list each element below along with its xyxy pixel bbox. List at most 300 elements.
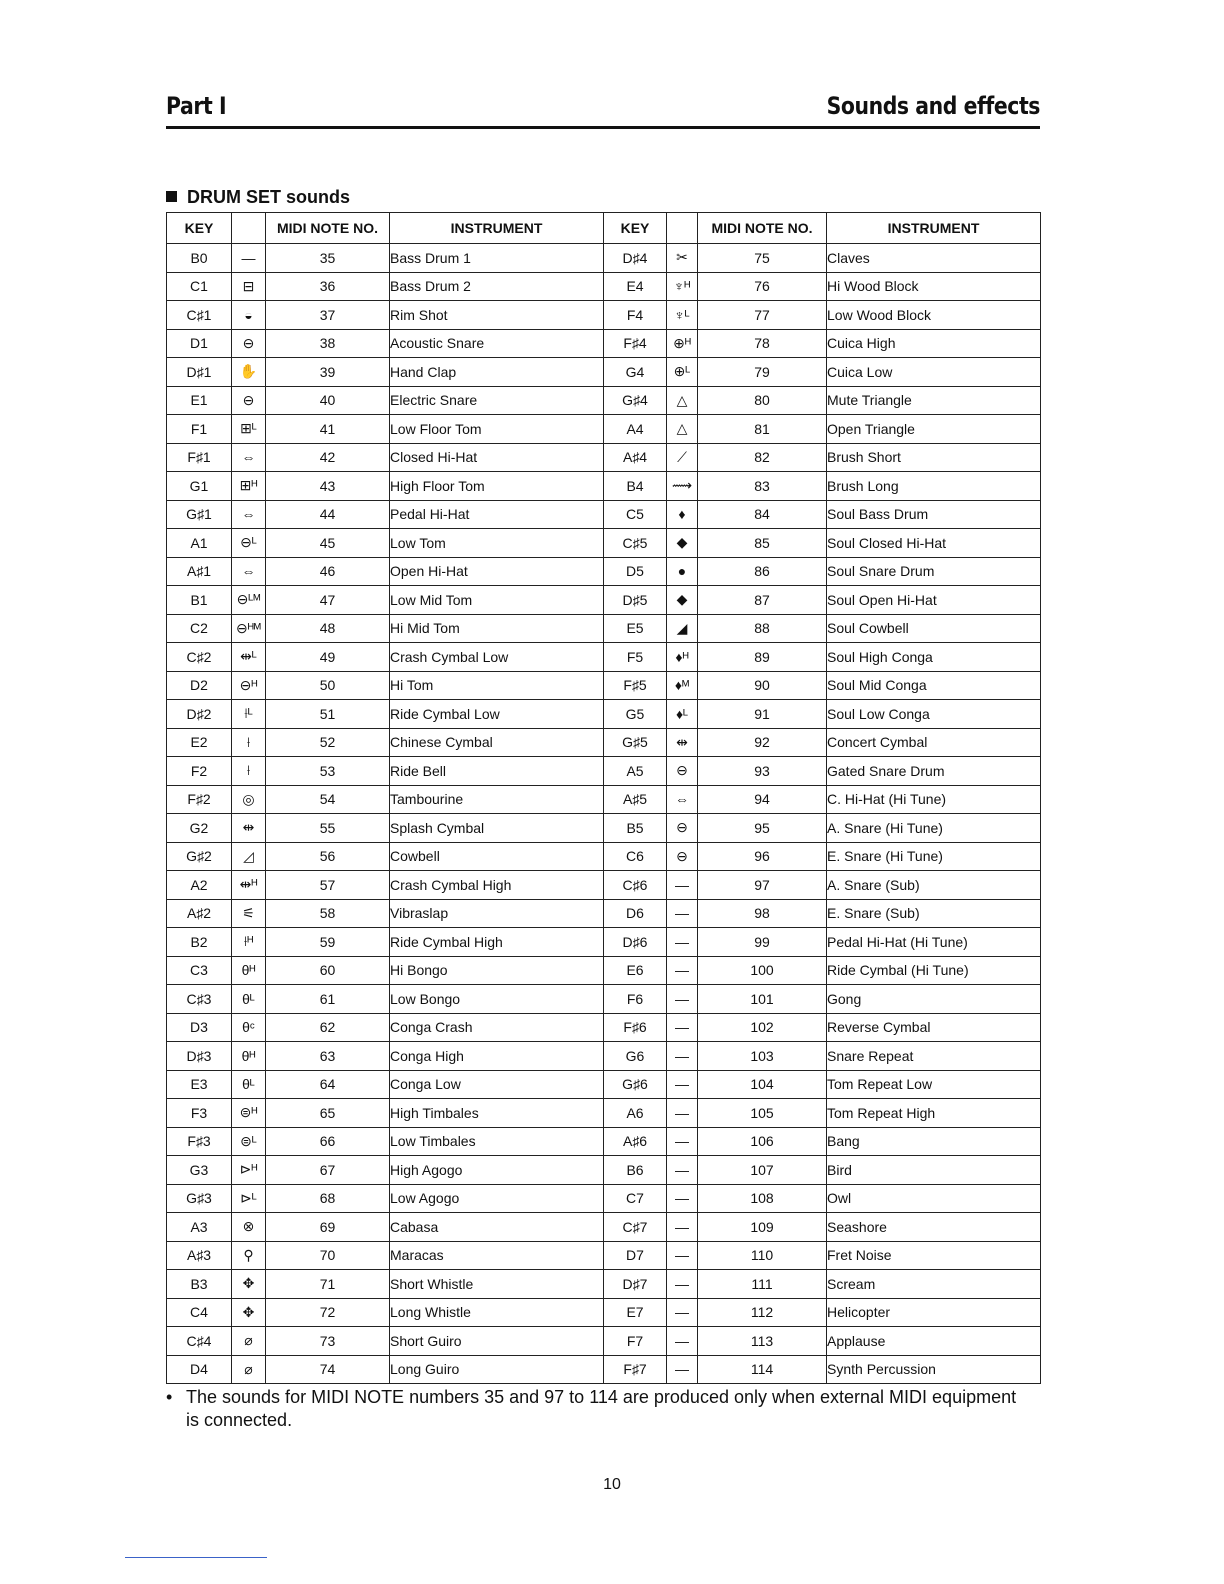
table-row bbox=[167, 1013, 1041, 1042]
midi-note-cell: 65 bbox=[266, 1099, 390, 1128]
table-row bbox=[167, 557, 1041, 586]
instrument-cell: Low Timbales bbox=[390, 1127, 604, 1156]
table-row bbox=[167, 1298, 1041, 1327]
table-row bbox=[167, 586, 1041, 615]
key-cell: F6 bbox=[604, 985, 667, 1014]
instrument-cell: Ride Cymbal Low bbox=[390, 700, 604, 729]
instrument-cell: Hi Mid Tom bbox=[390, 614, 604, 643]
instrument-cell: Brush Short bbox=[827, 443, 1041, 472]
key-cell: C1 bbox=[167, 272, 232, 301]
midi-note-cell: 101 bbox=[698, 985, 827, 1014]
midi-note-cell: 50 bbox=[266, 671, 390, 700]
instrument-cell: Snare Repeat bbox=[827, 1042, 1041, 1071]
midi-note-cell: 41 bbox=[266, 415, 390, 444]
instrument-cell: Bass Drum 2 bbox=[390, 272, 604, 301]
midi-note-cell: 72 bbox=[266, 1298, 390, 1327]
key-cell: E6 bbox=[604, 956, 667, 985]
key-cell: F♯3 bbox=[167, 1127, 232, 1156]
key-cell: F♯2 bbox=[167, 785, 232, 814]
key-cell: F4 bbox=[604, 301, 667, 330]
symbol-icon: ⊜ᴸ bbox=[232, 1127, 266, 1156]
symbol-icon: — bbox=[667, 899, 698, 928]
instrument-cell: Vibraslap bbox=[390, 899, 604, 928]
instrument-cell: Low Agogo bbox=[390, 1184, 604, 1213]
instrument-cell: Maracas bbox=[390, 1241, 604, 1270]
col-header-midi: MIDI NOTE NO. bbox=[266, 213, 390, 244]
symbol-icon: — bbox=[667, 1013, 698, 1042]
symbol-icon: ⇹ᴴ bbox=[232, 871, 266, 900]
instrument-cell: Long Guiro bbox=[390, 1355, 604, 1384]
link-underline bbox=[125, 1557, 267, 1558]
midi-note-cell: 39 bbox=[266, 358, 390, 387]
symbol-icon: ◎ bbox=[232, 785, 266, 814]
symbol-icon: ⇔ bbox=[667, 785, 698, 814]
midi-note-cell: 43 bbox=[266, 472, 390, 501]
instrument-cell: Low Bongo bbox=[390, 985, 604, 1014]
instrument-cell: Ride Cymbal High bbox=[390, 928, 604, 957]
instrument-cell: Conga High bbox=[390, 1042, 604, 1071]
instrument-cell: Soul Mid Conga bbox=[827, 671, 1041, 700]
midi-note-cell: 78 bbox=[698, 329, 827, 358]
key-cell: F♯6 bbox=[604, 1013, 667, 1042]
symbol-icon: ⚲ bbox=[232, 1241, 266, 1270]
key-cell: C2 bbox=[167, 614, 232, 643]
symbol-icon: ⊟ bbox=[232, 272, 266, 301]
midi-note-cell: 92 bbox=[698, 728, 827, 757]
key-cell: D♯3 bbox=[167, 1042, 232, 1071]
midi-note-cell: 46 bbox=[266, 557, 390, 586]
symbol-icon: ⊖ᴸᴹ bbox=[232, 586, 266, 615]
midi-note-cell: 57 bbox=[266, 871, 390, 900]
midi-note-cell: 67 bbox=[266, 1156, 390, 1185]
key-cell: C7 bbox=[604, 1184, 667, 1213]
instrument-cell: Soul Cowbell bbox=[827, 614, 1041, 643]
key-cell: D2 bbox=[167, 671, 232, 700]
symbol-icon: ♦ᴸ bbox=[667, 700, 698, 729]
midi-note-cell: 79 bbox=[698, 358, 827, 387]
header-section: Sounds and effects bbox=[826, 92, 1040, 120]
symbol-icon: — bbox=[667, 928, 698, 957]
table-row bbox=[167, 614, 1041, 643]
key-cell: G♯3 bbox=[167, 1184, 232, 1213]
instrument-cell: Open Hi-Hat bbox=[390, 557, 604, 586]
key-cell: F♯5 bbox=[604, 671, 667, 700]
table-row bbox=[167, 1270, 1041, 1299]
symbol-icon: ♦ᴴ bbox=[667, 643, 698, 672]
instrument-cell: E. Snare (Sub) bbox=[827, 899, 1041, 928]
midi-note-cell: 85 bbox=[698, 529, 827, 558]
midi-note-cell: 38 bbox=[266, 329, 390, 358]
midi-note-cell: 80 bbox=[698, 386, 827, 415]
key-cell: B2 bbox=[167, 928, 232, 957]
symbol-icon: ⊖ᴴ bbox=[232, 671, 266, 700]
header-part: Part I bbox=[166, 92, 227, 120]
instrument-cell: Crash Cymbal Low bbox=[390, 643, 604, 672]
table-row bbox=[167, 871, 1041, 900]
table-row bbox=[167, 899, 1041, 928]
table-row bbox=[167, 1042, 1041, 1071]
key-cell: G4 bbox=[604, 358, 667, 387]
col-header-icon bbox=[232, 213, 266, 244]
symbol-icon: ♦ bbox=[667, 500, 698, 529]
instrument-cell: Gated Snare Drum bbox=[827, 757, 1041, 786]
table-row bbox=[167, 272, 1041, 301]
midi-note-cell: 91 bbox=[698, 700, 827, 729]
instrument-cell: Cabasa bbox=[390, 1213, 604, 1242]
instrument-cell: Bird bbox=[827, 1156, 1041, 1185]
instrument-cell: Splash Cymbal bbox=[390, 814, 604, 843]
key-cell: F7 bbox=[604, 1327, 667, 1356]
instrument-cell: Gong bbox=[827, 985, 1041, 1014]
table-row bbox=[167, 1327, 1041, 1356]
instrument-cell: Chinese Cymbal bbox=[390, 728, 604, 757]
symbol-icon: ⊖ bbox=[667, 757, 698, 786]
symbol-icon: ⊖ᴴᴹ bbox=[232, 614, 266, 643]
symbol-icon: ✋ bbox=[232, 358, 266, 387]
symbol-icon: ⟊ᴸ bbox=[232, 700, 266, 729]
midi-note-cell: 54 bbox=[266, 785, 390, 814]
key-cell: G5 bbox=[604, 700, 667, 729]
key-cell: D♯4 bbox=[604, 244, 667, 273]
key-cell: C♯4 bbox=[167, 1327, 232, 1356]
col-header-key: KEY bbox=[604, 213, 667, 244]
table-row bbox=[167, 1241, 1041, 1270]
instrument-cell: Bang bbox=[827, 1127, 1041, 1156]
key-cell: D3 bbox=[167, 1013, 232, 1042]
key-cell: C3 bbox=[167, 956, 232, 985]
symbol-icon: — bbox=[667, 1099, 698, 1128]
key-cell: G♯6 bbox=[604, 1070, 667, 1099]
midi-note-cell: 83 bbox=[698, 472, 827, 501]
table-row bbox=[167, 472, 1041, 501]
midi-note-cell: 64 bbox=[266, 1070, 390, 1099]
instrument-cell: Soul Snare Drum bbox=[827, 557, 1041, 586]
symbol-icon: θᴸ bbox=[232, 1070, 266, 1099]
instrument-cell: Open Triangle bbox=[827, 415, 1041, 444]
midi-note-cell: 45 bbox=[266, 529, 390, 558]
midi-note-cell: 107 bbox=[698, 1156, 827, 1185]
midi-note-cell: 75 bbox=[698, 244, 827, 273]
symbol-icon: — bbox=[667, 1213, 698, 1242]
midi-note-cell: 95 bbox=[698, 814, 827, 843]
key-cell: A♯5 bbox=[604, 785, 667, 814]
midi-note-cell: 114 bbox=[698, 1355, 827, 1384]
table-row bbox=[167, 329, 1041, 358]
key-cell: F3 bbox=[167, 1099, 232, 1128]
symbol-icon: θᴸ bbox=[232, 985, 266, 1014]
symbol-icon: ⊞ᴴ bbox=[232, 472, 266, 501]
midi-note-cell: 77 bbox=[698, 301, 827, 330]
symbol-icon: ✥ bbox=[232, 1270, 266, 1299]
key-cell: A♯1 bbox=[167, 557, 232, 586]
key-cell: B1 bbox=[167, 586, 232, 615]
instrument-cell: Soul Closed Hi-Hat bbox=[827, 529, 1041, 558]
key-cell: G♯5 bbox=[604, 728, 667, 757]
midi-note-cell: 82 bbox=[698, 443, 827, 472]
symbol-icon: — bbox=[667, 1241, 698, 1270]
symbol-icon: ◢ bbox=[667, 614, 698, 643]
header-rule bbox=[166, 126, 1040, 129]
instrument-cell: Soul Low Conga bbox=[827, 700, 1041, 729]
midi-note-cell: 73 bbox=[266, 1327, 390, 1356]
instrument-cell: High Timbales bbox=[390, 1099, 604, 1128]
midi-note-cell: 52 bbox=[266, 728, 390, 757]
symbol-icon: ⊖ᴸ bbox=[232, 529, 266, 558]
table-row bbox=[167, 443, 1041, 472]
instrument-cell: High Agogo bbox=[390, 1156, 604, 1185]
symbol-icon: ⌀ bbox=[232, 1327, 266, 1356]
key-cell: B0 bbox=[167, 244, 232, 273]
symbol-icon: ⊜ᴴ bbox=[232, 1099, 266, 1128]
symbol-icon: — bbox=[667, 1070, 698, 1099]
symbol-icon: ⟿ bbox=[667, 472, 698, 501]
symbol-icon: θᴴ bbox=[232, 956, 266, 985]
instrument-cell: Acoustic Snare bbox=[390, 329, 604, 358]
instrument-cell: Short Guiro bbox=[390, 1327, 604, 1356]
symbol-icon: ⟊ᴴ bbox=[232, 928, 266, 957]
midi-note-cell: 61 bbox=[266, 985, 390, 1014]
instrument-cell: Low Mid Tom bbox=[390, 586, 604, 615]
symbol-icon: ◒ bbox=[232, 301, 266, 330]
col-header-icon bbox=[667, 213, 698, 244]
symbol-icon: △ bbox=[667, 415, 698, 444]
midi-note-cell: 100 bbox=[698, 956, 827, 985]
instrument-cell: Tom Repeat Low bbox=[827, 1070, 1041, 1099]
symbol-icon: ⊕ᴴ bbox=[667, 329, 698, 358]
instrument-cell: Electric Snare bbox=[390, 386, 604, 415]
midi-note-cell: 53 bbox=[266, 757, 390, 786]
key-cell: G♯4 bbox=[604, 386, 667, 415]
key-cell: A♯2 bbox=[167, 899, 232, 928]
midi-note-cell: 44 bbox=[266, 500, 390, 529]
col-header-instrument: INSTRUMENT bbox=[827, 213, 1041, 244]
key-cell: D♯6 bbox=[604, 928, 667, 957]
symbol-icon: ✂ bbox=[667, 244, 698, 273]
midi-note-cell: 56 bbox=[266, 842, 390, 871]
symbol-icon: — bbox=[667, 1156, 698, 1185]
table-row bbox=[167, 301, 1041, 330]
key-cell: C♯7 bbox=[604, 1213, 667, 1242]
key-cell: G2 bbox=[167, 814, 232, 843]
midi-note-cell: 70 bbox=[266, 1241, 390, 1270]
symbol-icon: — bbox=[667, 1270, 698, 1299]
instrument-cell: Low Tom bbox=[390, 529, 604, 558]
footnote-bullet: • bbox=[166, 1387, 173, 1407]
midi-note-cell: 42 bbox=[266, 443, 390, 472]
instrument-cell: Cowbell bbox=[390, 842, 604, 871]
key-cell: G3 bbox=[167, 1156, 232, 1185]
key-cell: C4 bbox=[167, 1298, 232, 1327]
midi-note-cell: 58 bbox=[266, 899, 390, 928]
midi-note-cell: 98 bbox=[698, 899, 827, 928]
symbol-icon: — bbox=[667, 985, 698, 1014]
key-cell: C♯5 bbox=[604, 529, 667, 558]
key-cell: G♯2 bbox=[167, 842, 232, 871]
key-cell: E3 bbox=[167, 1070, 232, 1099]
midi-note-cell: 40 bbox=[266, 386, 390, 415]
key-cell: D♯1 bbox=[167, 358, 232, 387]
symbol-icon: ♦ᴹ bbox=[667, 671, 698, 700]
symbol-icon: △ bbox=[667, 386, 698, 415]
table-row bbox=[167, 985, 1041, 1014]
instrument-cell: Long Whistle bbox=[390, 1298, 604, 1327]
midi-note-cell: 86 bbox=[698, 557, 827, 586]
key-cell: B3 bbox=[167, 1270, 232, 1299]
instrument-cell: Hi Tom bbox=[390, 671, 604, 700]
instrument-cell: Claves bbox=[827, 244, 1041, 273]
instrument-cell: Hi Wood Block bbox=[827, 272, 1041, 301]
instrument-cell: Hi Bongo bbox=[390, 956, 604, 985]
table-row bbox=[167, 1099, 1041, 1128]
key-cell: A♯4 bbox=[604, 443, 667, 472]
key-cell: G6 bbox=[604, 1042, 667, 1071]
page-number: 10 bbox=[603, 1476, 621, 1493]
key-cell: F5 bbox=[604, 643, 667, 672]
key-cell: A6 bbox=[604, 1099, 667, 1128]
footnote-line-2: is connected. bbox=[186, 1410, 293, 1430]
symbol-icon: ⊖ bbox=[232, 386, 266, 415]
midi-note-cell: 69 bbox=[266, 1213, 390, 1242]
midi-note-cell: 36 bbox=[266, 272, 390, 301]
midi-note-cell: 97 bbox=[698, 871, 827, 900]
midi-note-cell: 59 bbox=[266, 928, 390, 957]
midi-note-cell: 93 bbox=[698, 757, 827, 786]
instrument-cell: Cuica Low bbox=[827, 358, 1041, 387]
symbol-icon: θᶜ bbox=[232, 1013, 266, 1042]
midi-note-cell: 37 bbox=[266, 301, 390, 330]
instrument-cell: Brush Long bbox=[827, 472, 1041, 501]
symbol-icon: θᴴ bbox=[232, 1042, 266, 1071]
symbol-icon: ◆ bbox=[667, 586, 698, 615]
key-cell: A3 bbox=[167, 1213, 232, 1242]
table-row bbox=[167, 1213, 1041, 1242]
table-row bbox=[167, 671, 1041, 700]
table-row bbox=[167, 244, 1041, 273]
section-heading bbox=[166, 187, 350, 208]
instrument-cell: Crash Cymbal High bbox=[390, 871, 604, 900]
key-cell: G♯1 bbox=[167, 500, 232, 529]
instrument-cell: Owl bbox=[827, 1184, 1041, 1213]
key-cell: D♯7 bbox=[604, 1270, 667, 1299]
instrument-cell: Mute Triangle bbox=[827, 386, 1041, 415]
symbol-icon: ⊖ bbox=[232, 329, 266, 358]
key-cell: E5 bbox=[604, 614, 667, 643]
key-cell: E1 bbox=[167, 386, 232, 415]
midi-note-cell: 49 bbox=[266, 643, 390, 672]
key-cell: D♯5 bbox=[604, 586, 667, 615]
key-cell: A5 bbox=[604, 757, 667, 786]
symbol-icon: ⟊ bbox=[232, 728, 266, 757]
midi-note-cell: 112 bbox=[698, 1298, 827, 1327]
symbol-icon: — bbox=[667, 1127, 698, 1156]
footnote-line-1: The sounds for MIDI NOTE numbers 35 and 97 to 114 are produced only when external MIDI equipment bbox=[186, 1387, 1017, 1407]
key-cell: B5 bbox=[604, 814, 667, 843]
instrument-cell: Ride Cymbal (Hi Tune) bbox=[827, 956, 1041, 985]
drum-set-table bbox=[166, 212, 1041, 1384]
instrument-cell: Tambourine bbox=[390, 785, 604, 814]
symbol-icon: — bbox=[667, 1355, 698, 1384]
symbol-icon: ✥ bbox=[232, 1298, 266, 1327]
symbol-icon: ⟋ bbox=[667, 443, 698, 472]
midi-note-cell: 62 bbox=[266, 1013, 390, 1042]
col-header-key: KEY bbox=[167, 213, 232, 244]
key-cell: F♯4 bbox=[604, 329, 667, 358]
instrument-cell: Cuica High bbox=[827, 329, 1041, 358]
midi-note-cell: 111 bbox=[698, 1270, 827, 1299]
midi-note-cell: 71 bbox=[266, 1270, 390, 1299]
midi-note-cell: 87 bbox=[698, 586, 827, 615]
instrument-cell: Low Wood Block bbox=[827, 301, 1041, 330]
key-cell: C♯1 bbox=[167, 301, 232, 330]
table-row bbox=[167, 1355, 1041, 1384]
instrument-cell: E. Snare (Hi Tune) bbox=[827, 842, 1041, 871]
symbol-icon: ⇹ bbox=[232, 814, 266, 843]
symbol-icon: — bbox=[667, 956, 698, 985]
key-cell: C6 bbox=[604, 842, 667, 871]
table-row bbox=[167, 415, 1041, 444]
instrument-cell: Seashore bbox=[827, 1213, 1041, 1242]
symbol-icon: ♆ᴸ bbox=[667, 301, 698, 330]
instrument-cell: Tom Repeat High bbox=[827, 1099, 1041, 1128]
instrument-cell: Short Whistle bbox=[390, 1270, 604, 1299]
instrument-cell: Closed Hi-Hat bbox=[390, 443, 604, 472]
symbol-icon: ⇔ bbox=[232, 500, 266, 529]
symbol-icon: ⇔ bbox=[232, 443, 266, 472]
table-row bbox=[167, 1184, 1041, 1213]
key-cell: F♯1 bbox=[167, 443, 232, 472]
footnote bbox=[166, 1386, 1046, 1432]
midi-note-cell: 110 bbox=[698, 1241, 827, 1270]
instrument-cell: Soul Open Hi-Hat bbox=[827, 586, 1041, 615]
midi-note-cell: 89 bbox=[698, 643, 827, 672]
instrument-cell: Pedal Hi-Hat (Hi Tune) bbox=[827, 928, 1041, 957]
symbol-icon: — bbox=[667, 1327, 698, 1356]
instrument-cell: Conga Low bbox=[390, 1070, 604, 1099]
symbol-icon: — bbox=[667, 1042, 698, 1071]
key-cell: F2 bbox=[167, 757, 232, 786]
symbol-icon: ♆ᴴ bbox=[667, 272, 698, 301]
key-cell: B6 bbox=[604, 1156, 667, 1185]
key-cell: A4 bbox=[604, 415, 667, 444]
midi-note-cell: 103 bbox=[698, 1042, 827, 1071]
symbol-icon: ⇔ bbox=[232, 557, 266, 586]
table-row bbox=[167, 728, 1041, 757]
instrument-cell: Concert Cymbal bbox=[827, 728, 1041, 757]
midi-note-cell: 81 bbox=[698, 415, 827, 444]
instrument-cell: Rim Shot bbox=[390, 301, 604, 330]
midi-note-cell: 88 bbox=[698, 614, 827, 643]
instrument-cell: Pedal Hi-Hat bbox=[390, 500, 604, 529]
midi-note-cell: 84 bbox=[698, 500, 827, 529]
key-cell: E4 bbox=[604, 272, 667, 301]
symbol-icon: ⊳ᴸ bbox=[232, 1184, 266, 1213]
symbol-icon: ⟊ bbox=[232, 757, 266, 786]
key-cell: E2 bbox=[167, 728, 232, 757]
key-cell: C♯2 bbox=[167, 643, 232, 672]
symbol-icon: — bbox=[667, 871, 698, 900]
symbol-icon: ⇹ᴸ bbox=[232, 643, 266, 672]
instrument-cell: Helicopter bbox=[827, 1298, 1041, 1327]
table-row bbox=[167, 643, 1041, 672]
instrument-cell: Ride Bell bbox=[390, 757, 604, 786]
key-cell: D7 bbox=[604, 1241, 667, 1270]
key-cell: F♯7 bbox=[604, 1355, 667, 1384]
table-row bbox=[167, 529, 1041, 558]
instrument-cell: Applause bbox=[827, 1327, 1041, 1356]
instrument-cell: A. Snare (Hi Tune) bbox=[827, 814, 1041, 843]
midi-note-cell: 108 bbox=[698, 1184, 827, 1213]
key-cell: E7 bbox=[604, 1298, 667, 1327]
